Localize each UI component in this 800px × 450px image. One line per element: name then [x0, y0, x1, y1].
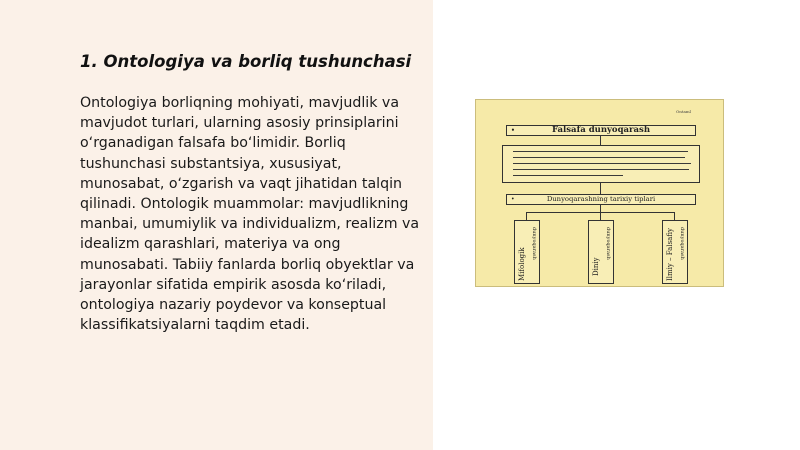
diagram-connector — [600, 212, 601, 220]
diagram-text-line — [513, 163, 691, 164]
diagram-connector — [674, 212, 675, 220]
bullet-icon: • — [511, 196, 515, 203]
diagram-connector — [600, 136, 601, 145]
diagram-box-label: Ilmiy – Falsafiy — [666, 228, 674, 281]
diagram-box-religious — [588, 220, 614, 284]
diagram-box-label: Diniy — [592, 257, 600, 276]
diagram-middle-box — [506, 194, 696, 205]
diagram-connector — [526, 212, 527, 220]
diagram-text-line — [513, 175, 623, 176]
diagram-connector — [600, 183, 601, 194]
diagram-top-box — [506, 125, 696, 136]
diagram-box-side-label: dunyoqarash — [531, 227, 537, 260]
diagram-text-line — [513, 151, 688, 152]
slide-title: 1. Ontologiya va borliq tushunchasi — [80, 52, 412, 71]
diagram-top-label: Falsafa dunyoqarash — [551, 125, 651, 135]
diagram-text-line — [513, 157, 685, 158]
diagram-description-box — [502, 145, 700, 183]
diagram-text-line — [513, 169, 689, 170]
diagram-box-side-label: dunyoqarash — [605, 227, 611, 260]
diagram-corner-text: Ontaml — [676, 109, 691, 114]
diagram-box-scientific-philosophical — [662, 220, 688, 284]
diagram-connector — [600, 205, 601, 212]
diagram-box-side-label: dunyoqarash — [679, 227, 685, 260]
diagram-box-label: Mifologik — [518, 247, 526, 281]
diagram-middle-label: Dunyoqarashning tarixiy tiplari — [546, 195, 656, 203]
diagram-box-mythological — [514, 220, 540, 284]
slide-body-text: Ontologiya borliqning mohiyati, mavjudlik va mavjudot turlari, ularning asosiy prinsiplarini o‘rganadigan falsafa bo‘limidir. Borliq tushunchasi substantsiya, xususiyat, munosabat, o‘zgarish va vaqt jihatidan talqin qilinadi. Ontologik muammolar: mavjudlikning manbai, umumiylik va individualizm, realizm va idealizm qarashlari, materiya va ong munosabati. Tabiiy fanlarda borliq obyektlar va jarayonlar sifatida empirik asosda ko‘riladi, ontologiya nazariy poydevor va konseptual klassifikatsiyalarni taqdim etadi. — [80, 95, 420, 334]
bullet-icon: • — [511, 127, 515, 134]
worldview-diagram-image — [475, 99, 724, 287]
